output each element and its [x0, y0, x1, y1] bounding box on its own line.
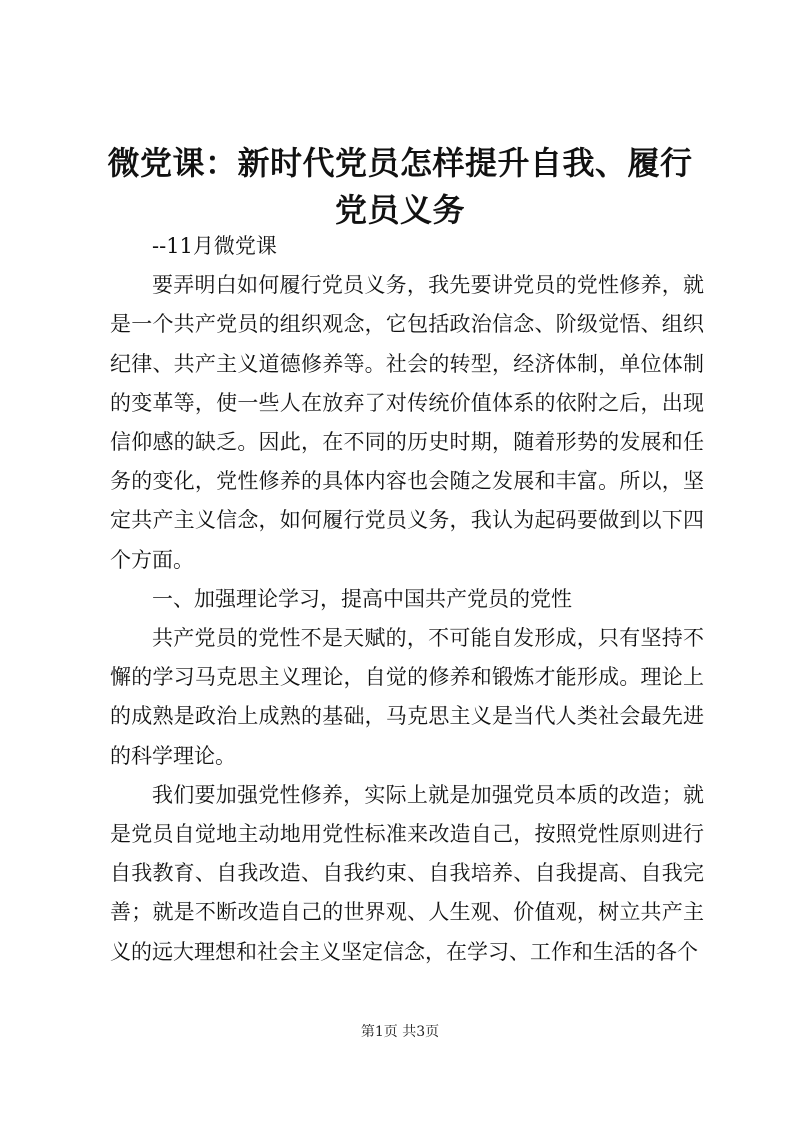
paragraph-cultivation: 我们要加强党性修养，实际上就是加强党员本质的改造；就是党员自觉地主动地用党性标准来改造自己，按照党性原则进行自我教育、自我改造、自我约束、自我培养、自我提高、自我完善；就是不断改造自己的世界观、人生观、价值观，树立共产主义的远大理想和社会主义坚定信念，在学习、工作和生活的各个	[110, 782, 704, 964]
section-heading-1: 一、加强理论学习，提高中国共产党员的党性	[152, 586, 572, 611]
paragraph-theory: 共产党员的党性不是天赋的，不可能自发形成，只有坚持不懈的学习马克思主义理论，自觉的修养和锻炼才能形成。理论上的成熟是政治上成熟的基础，马克思主义是当代人类社会最先进的科学理论。	[110, 626, 704, 768]
subtitle: --11月微党课	[152, 234, 277, 258]
document-title: 微党课：新时代党员怎样提升自我、履行党员义务	[107, 144, 693, 229]
paragraph-intro: 要弄明白如何履行党员义务，我先要讲党员的党性修养，就是一个共产党员的组织观念，它包括政治信念、阶级觉悟、组织纪律、共产主义道德修养等。社会的转型，经济体制，单位体制的变革等，使一些人在放弃了对传统价值体系的依附之后，出现信仰感的缺乏。因此，在不同的历史时期，随着形势的发展和任务的变化，党性修养的具体内容也会随之发展和丰富。所以，坚定共产主义信念，如何履行党员义务，我认为起码要做到以下四个方面。	[110, 273, 704, 572]
page-number-footer: 第1页 共3页	[360, 1024, 440, 1040]
document-body	[110, 227, 704, 972]
